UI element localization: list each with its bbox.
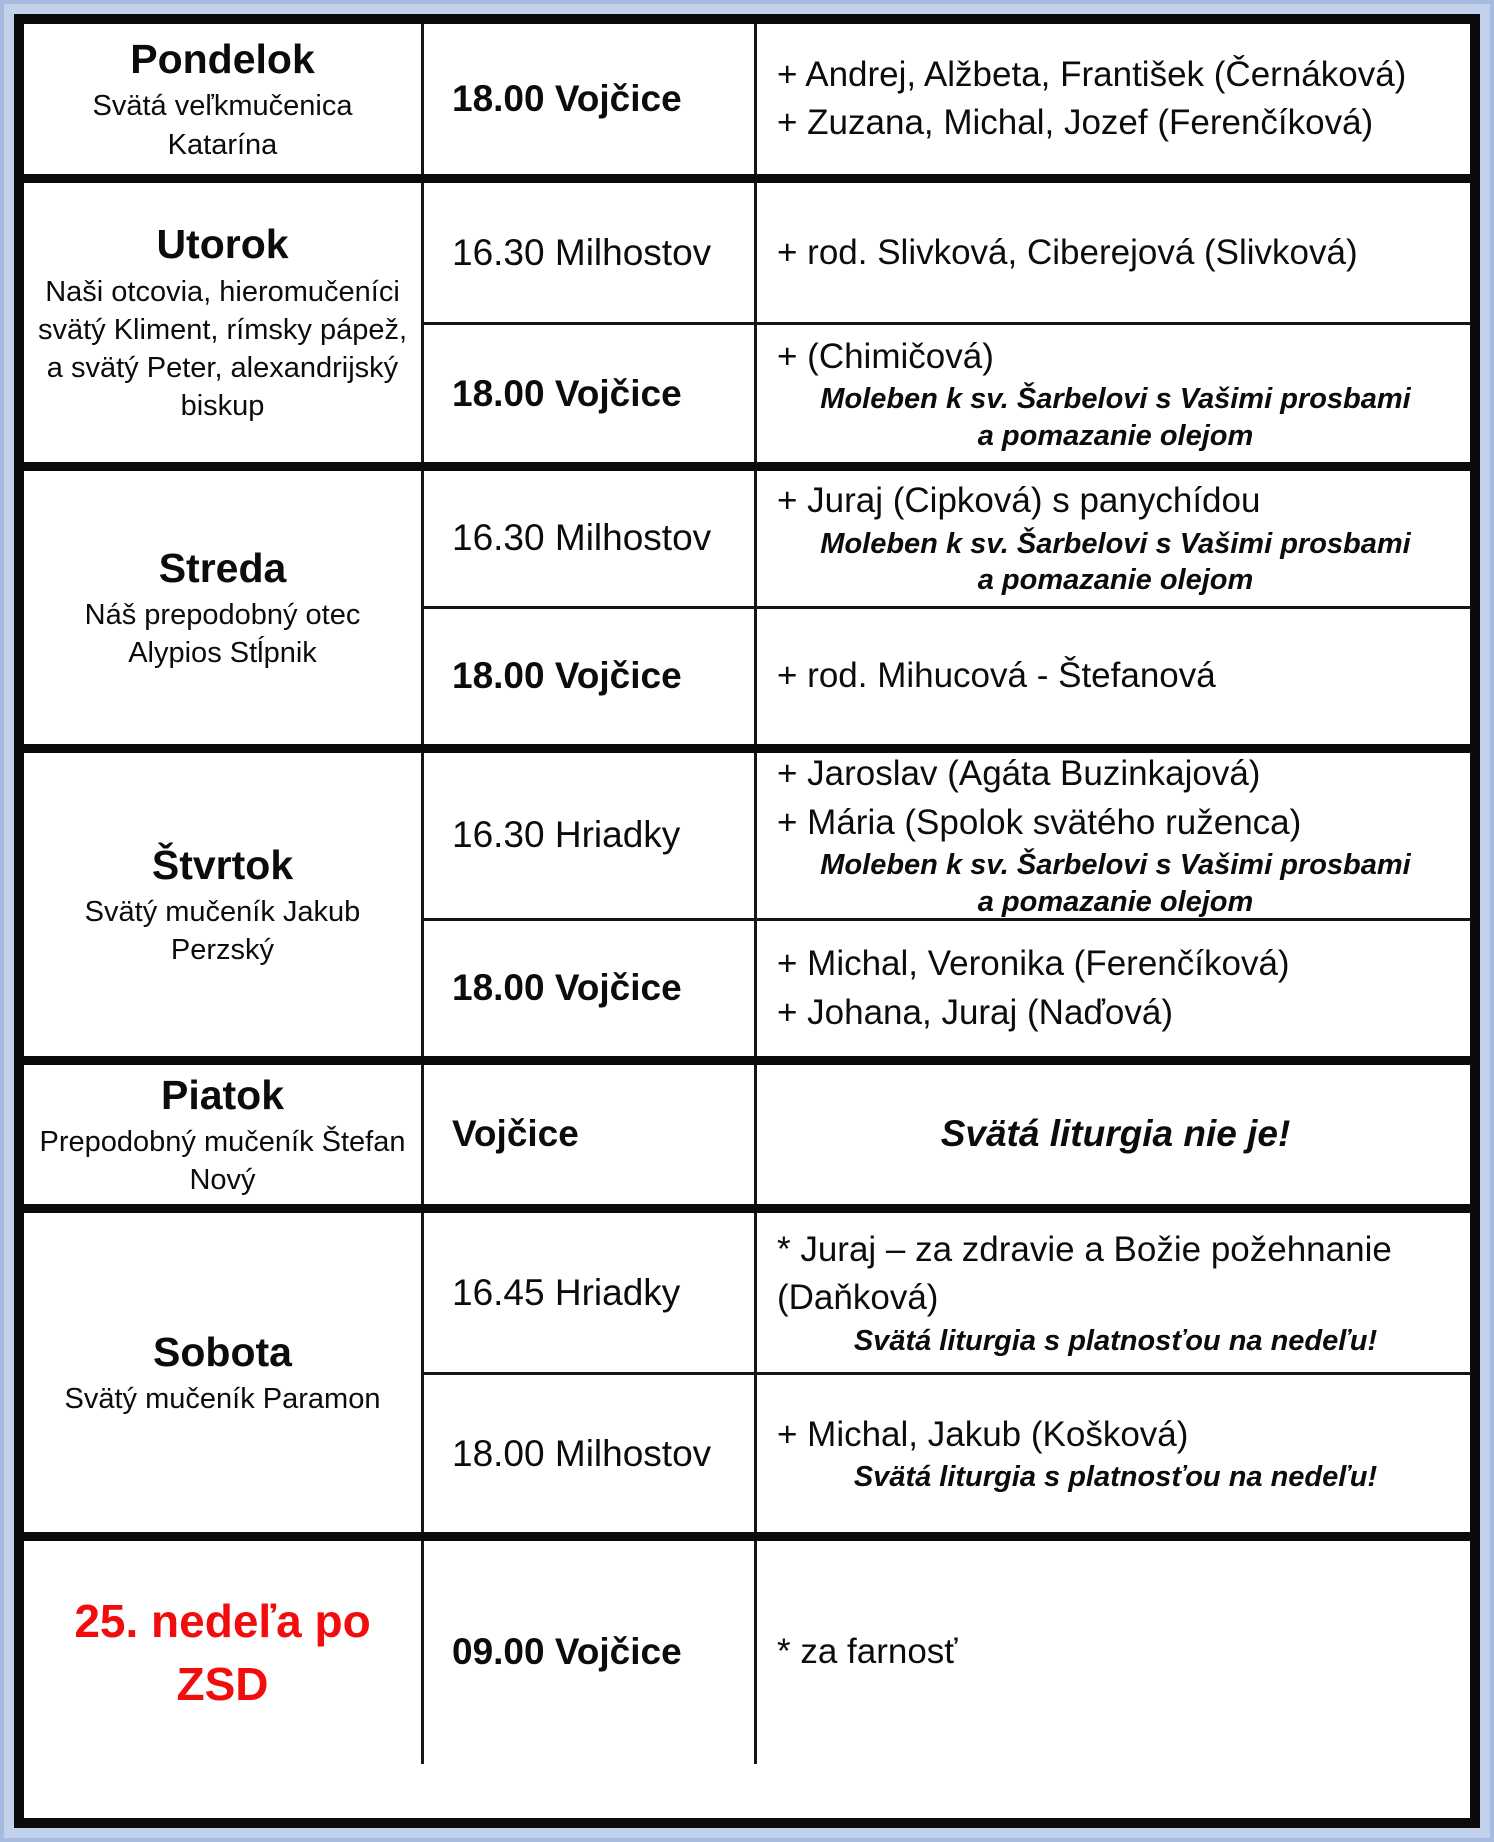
intentions-cell [757, 183, 1470, 322]
day-row [24, 1204, 1470, 1532]
note-line: a pomazanie olejom [977, 885, 1254, 918]
day-cell [24, 471, 424, 744]
intentions-cell [757, 1065, 1470, 1204]
intentions-cell [757, 24, 1470, 174]
day-entries [424, 1213, 1470, 1532]
day-name: Piatok [160, 1071, 285, 1118]
time-label: 18.00 Vojčice [452, 372, 682, 414]
time-cell [424, 921, 757, 1056]
time-cell [424, 471, 757, 606]
intentions-cell [757, 325, 1470, 462]
day-entries [424, 471, 1470, 744]
day-name: Pondelok [130, 36, 315, 83]
schedule-table [14, 14, 1480, 1828]
day-entries [424, 1541, 1470, 1764]
day-cell [24, 1065, 424, 1204]
day-entries [424, 1065, 1470, 1204]
day-name: Štvrtok [151, 841, 294, 888]
day-name: Streda [158, 544, 287, 591]
day-cell [24, 1213, 424, 1532]
day-cell [24, 1541, 424, 1764]
intention-line: + Michal, Jakub (Košková) [777, 1415, 1189, 1455]
day-row [24, 462, 1470, 744]
day-row [24, 1056, 1470, 1204]
service-entry [424, 1213, 1470, 1372]
time-label: 18.00 Vojčice [452, 77, 682, 119]
time-label: 16.30 Milhostov [452, 231, 712, 273]
intentions-cell [757, 1541, 1470, 1764]
note-line: Moleben k sv. Šarbelovi s Vašimi prosbami [820, 849, 1411, 881]
intention-line: + Zuzana, Michal, Jozef (Ferenčíková) [777, 103, 1374, 142]
intention-line: + rod. Mihucová - Štefanová [777, 656, 1216, 696]
service-entry [424, 1541, 1470, 1764]
intention-line: + Johana, Juraj (Naďová) [777, 992, 1174, 1032]
note-line: Svätá liturgia nie je! [940, 1113, 1291, 1155]
intentions-cell [757, 1213, 1470, 1372]
intentions-cell [757, 753, 1470, 918]
service-entry [424, 753, 1470, 918]
day-feast: Náš prepodobný otec Alypios Stĺpnik [84, 598, 361, 670]
time-label: 09.00 Vojčice [452, 1631, 682, 1673]
service-entry [424, 322, 1470, 462]
intention-line: + Jaroslav (Agáta Buzinkajová) [777, 754, 1261, 794]
day-cell [24, 753, 424, 1056]
time-cell [424, 609, 757, 744]
intentions-cell [757, 609, 1470, 744]
time-cell [424, 753, 757, 918]
note-line: Moleben k sv. Šarbelovi s Vašimi prosbami [820, 527, 1411, 560]
time-label: 16.30 Milhostov [452, 517, 712, 559]
time-cell [424, 1065, 757, 1204]
service-entry [424, 1372, 1470, 1532]
time-label: 18.00 Milhostov [452, 1432, 712, 1474]
time-label: 16.45 Hriadky [452, 1271, 681, 1313]
intentions-cell [757, 1375, 1470, 1532]
intention-line: + Michal, Veronika (Ferenčíková) [777, 944, 1290, 984]
time-cell [424, 1213, 757, 1372]
intention-line: * Juraj – za zdravie a Božie požehnanie (Daňková) [777, 1230, 1392, 1318]
day-feast: Svätý mučeník Paramon [64, 1382, 381, 1415]
time-cell [424, 325, 757, 462]
service-entry [424, 24, 1470, 174]
note-line: Svätá liturgia s platnosťou na nedeľu! [853, 1461, 1378, 1494]
service-entry [424, 918, 1470, 1056]
intention-line: + Mária (Spolok svätého ruženca) [777, 802, 1302, 842]
day-feast: Naši otcovia, hieromučeníci svätý Kliment, rímsky pápež, a svätý Peter, alexandrijský biskup [37, 275, 408, 423]
time-label: 16.30 Hriadky [452, 814, 681, 856]
day-feast: Svätý mučeník Jakub Perzský [84, 895, 361, 967]
time-cell [424, 1375, 757, 1532]
day-row [24, 1532, 1470, 1764]
intention-line: + Andrej, Alžbeta, František (Černáková) [777, 54, 1407, 94]
day-row [24, 174, 1470, 462]
intentions-cell [757, 921, 1470, 1056]
note-line: a pomazanie olejom [977, 564, 1254, 597]
day-entries [424, 183, 1470, 462]
intention-line: * za farnosť [777, 1632, 958, 1672]
intention-line: + (Chimičová) [777, 336, 994, 376]
day-name: Utorok [156, 221, 289, 268]
note-line: a pomazanie olejom [977, 419, 1254, 452]
day-entries [424, 24, 1470, 174]
time-label: 18.00 Vojčice [452, 967, 682, 1009]
intentions-cell [757, 471, 1470, 606]
day-name: Sobota [153, 1328, 292, 1375]
day-cell [24, 24, 424, 174]
day-row [24, 24, 1470, 174]
time-cell [424, 24, 757, 174]
time-label: Vojčice [452, 1113, 579, 1155]
day-feast: Prepodobný mučeník Štefan Nový [39, 1125, 406, 1197]
day-feast: Svätá veľkmučenica Katarína [92, 90, 353, 161]
service-entry [424, 183, 1470, 322]
service-entry [424, 606, 1470, 744]
note-line: Svätá liturgia s platnosťou na nedeľu! [853, 1324, 1378, 1357]
day-cell [24, 183, 424, 462]
intention-line: + Juraj (Cipková) s panychídou [777, 481, 1261, 521]
intention-line: + rod. Slivková, Ciberejová (Slivková) [777, 232, 1358, 272]
time-cell [424, 183, 757, 322]
service-entry [424, 471, 1470, 606]
service-entry [424, 1065, 1470, 1204]
day-name: 25. nedeľa po ZSD [74, 1595, 371, 1710]
time-cell [424, 1541, 757, 1764]
day-entries [424, 753, 1470, 1056]
note-line: Moleben k sv. Šarbelovi s Vašimi prosbami [820, 383, 1411, 416]
time-label: 18.00 Vojčice [452, 655, 682, 697]
day-row [24, 744, 1470, 1056]
